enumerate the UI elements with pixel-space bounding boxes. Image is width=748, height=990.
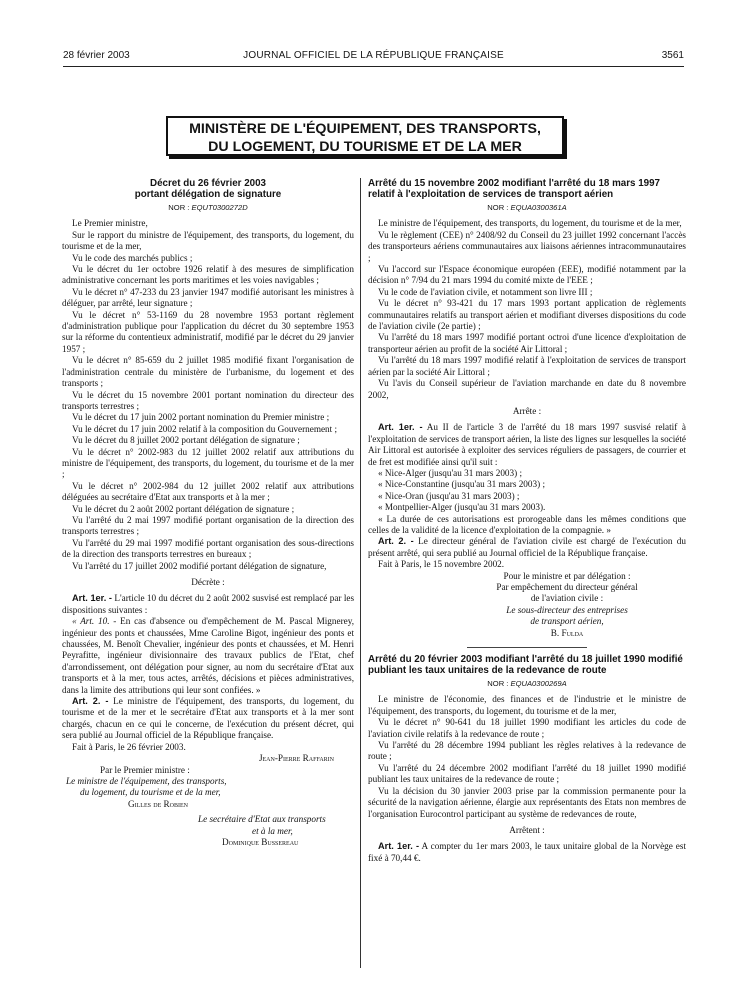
nor-label: NOR : [487,679,509,689]
visa-paragraph: Vu le règlement (CEE) n° 2408/92 du Conseil du 23 juillet 1992 concernant l'accès des transporteurs aériens communautaires aux liaisons aériennes intracommunautaires ; [368,229,686,263]
visa-paragraph: Le ministre de l'équipement, des transports, du logement, du tourisme et de la mer, [378,218,682,229]
decree-visas [62,218,354,572]
sig-line: Par empêchement du directeur général [496,582,638,592]
ministry-line-2: DU LOGEMENT, DU TOURISME ET DE LA MER [208,139,522,155]
visa-paragraph: Vu l'arrêté du 18 mars 1997 modifié portant octroi d'une licence d'exploitation de transporteur aérien au profit de la société Air Littoral ; [368,332,686,354]
visa-paragraph: Vu le code de l'aviation civile, et notamment son livre III ; [378,286,593,297]
visa-paragraph: Vu le décret du 2 août 2002 portant délégation de signature ; [72,503,295,514]
header-rule [63,66,684,67]
minister-role-line-1: Le ministre de l'équipement, des transports, [66,775,227,786]
article-label: Art. 1er. - [378,841,420,852]
route-list [368,468,686,536]
column-divider [360,178,361,968]
visa-paragraph: Vu l'avis du Conseil supérieur de l'aviation marchande en date du 8 novembre 2002, [368,378,686,400]
secretary-signature-block [62,814,354,848]
nor-label: NOR : [487,203,509,212]
secretary-role-line-2: et à la mer, [252,825,293,836]
article-text: Le ministre de l'équipement, des transports, du logement, du tourisme et de la mer et le secrétaire d'Etat aux transports et à la mer sont chargés, chacun en ce qui le concerne, de l'exécution du présent décret, qui sera publié au Journal officiel de la République française. [62,696,355,741]
minister-name: Gilles de Robien [128,798,189,809]
visa-paragraph: Vu le décret du 17 juin 2002 relatif à la composition du Gouvernement ; [72,423,338,434]
visa-paragraph: Vu l'arrêté du 28 décembre 1994 publiant les règles relatives à la redevance de route ; [368,740,686,762]
visa-paragraph: Le ministre de l'économie, des finances et de l'industrie et le ministre de l'équipement, des transports, du logement, du tourisme et de la mer, [368,694,686,716]
visa-paragraph: Vu le décret n° 93-421 du 17 mars 1993 portant application de règlements communautaires relatifs au transport aérien et modifiant diverses dispositions du code de l'aviation civile (2e partie) ; [368,298,686,332]
minister-role-line-2: du logement, du tourisme et de la mer, [80,787,221,798]
article-text: Au II de l'article 3 de l'arrêté du 18 mars 1997 susvisé relatif à l'exploitation de services de transport aérien, la liste des lignes sur lesquelles la société Air Littoral est autorisée à exploiter des services réguliers de passagers, de courrier et de fret est modifiée ainsi qu'il suit : [368,422,687,467]
decree-article-2 [62,696,354,742]
arrete-1-article-1 [368,422,686,468]
route-line: « Montpellier-Alger (jusqu'au 31 mars 2003). [378,502,546,513]
header-journal-title: JOURNAL OFFICIEL DE LA RÉPUBLIQUE FRANÇAISE [243,50,504,61]
visa-paragraph: Vu le décret n° 47-233 du 23 janvier 1947 modifié autorisant les ministres à déléguer, par arrêté, leur signature ; [62,286,354,309]
article-label: Art. 1er. - [378,422,423,433]
route-line: « Nice-Constantine (jusqu'au 31 mars 2003) ; [378,479,545,490]
decrete-heading: Décrète : [191,577,225,587]
visa-paragraph: Vu l'accord sur l'Espace économique européen (EEE), modifié notamment par la décision n° 7/94 du 21 mars 1994 du comité mixte de l'EEE ; [368,264,686,286]
right-column [368,178,686,864]
arrete-1-signature [368,571,686,639]
visa-paragraph: Vu l'arrêté du 24 décembre 2002 modifiant l'arrêté du 18 juillet 1990 modifié publiant les taux unitaires de la redevance de route ; [368,762,686,785]
article-label: Art. 2. - [72,696,109,707]
visa-paragraph: Vu le décret n° 53-1169 du 28 novembre 1953 portant règlement d'administration publique pour l'application du décret du 30 septembre 1953 sur la réforme du contentieux administratif, modifié par le décret du 29 janvier 1957 ; [62,309,354,354]
sig-line: de transport aérien, [530,616,604,627]
arrete-2-article-1 [368,841,686,864]
arretent-heading: Arrêtent : [509,824,545,835]
arrete-1-nor [368,202,686,213]
visa-paragraph: Sur le rapport du ministre de l'équipement, des transports, du logement, du tourisme et de la mer, [62,229,354,252]
visa-paragraph: Vu le décret n° 85-659 du 2 juillet 1985 modifié fixant l'organisation de l'administration centrale du ministère de l'urbanisme, du logement et des transports ; [62,355,354,389]
visa-paragraph: Vu le décret n° 2002-983 du 12 juillet 2002 relatif aux attributions du ministre de l'équipement, des transports, du logement, du tourisme et de la mer ; [62,446,354,480]
header-page-number: 3561 [661,50,684,61]
visa-paragraph: Vu le décret n° 90-641 du 18 juillet 1990 modifiant les articles du code de l'aviation civile relatifs à la redevance de route ; [368,717,686,739]
route-line: « La durée de ces autorisations est prorogeable dans les mêmes conditions que celles de la validité de la licence d'exploitation de la compagnie. » [368,513,686,535]
par-premier-ministre: Par le Premier ministre : [100,764,190,775]
left-column [62,178,354,848]
secretary-role-line-1: Le secrétaire d'Etat aux transports [198,814,326,825]
arrete-2-title: Arrêté du 20 février 2003 modifiant l'arrêté du 18 juillet 1990 modifié publiant les taux unitaires de la redevance de route [368,654,683,677]
decree-title-line-2: portant délégation de signature [134,189,282,200]
visa-paragraph: Vu le décret du 1er octobre 1926 relatif à des mesures de simplification administrative concernant les ports maritimes et les voies navigables ; [62,264,354,286]
arrete-1-article-2 [368,536,686,559]
nor-code: EQUT0300272D [191,203,248,212]
signature-prime-minister: Jean-Pierre Raffarin [258,753,334,764]
nor-code: EQUA0300269A [510,679,567,689]
section-divider [467,647,587,648]
secretary-name: Dominique Bussereau [222,836,299,847]
sig-line: Pour le ministre et par délégation : [503,570,631,581]
visa-paragraph: Vu l'arrêté du 29 mai 1997 modifié portant organisation des sous-directions de la direction des transports terrestres en bureaux ; [62,537,354,560]
arrete-2-visas [368,694,686,819]
ministry-box [166,116,564,156]
visa-paragraph: Vu l'arrêté du 18 mars 1997 modifié relatif à l'exploitation de services de transport aérien par la société Air Littoral ; [368,355,686,377]
visa-paragraph: Vu la décision du 30 janvier 2003 prise par la commission permanente pour la sécurité de la navigation aérienne, élargie aux représentants des Etats non membres de l'organisation Eurocontrol participant au système de redevances de route, [368,785,686,819]
article-text: Le directeur général de l'aviation civile est chargé de l'exécution du présent arrêté, qui sera publié au Journal officiel de la République française. [368,536,686,558]
arrete-1-fait: Fait à Paris, le 15 novembre 2002. [378,559,505,570]
arrete-1-title: Arrêté du 15 novembre 2002 modifiant l'arrêté du 18 mars 1997 relatif à l'exploitation de services de transport aérien [368,178,661,200]
article-label: Art. 1er. - [72,593,112,604]
decree-article-10 [62,616,354,696]
visa-paragraph: Vu l'arrêté du 2 mai 1997 modifié portant organisation de la direction des transports terrestres ; [62,514,354,537]
visa-paragraph: Vu le décret n° 2002-984 du 12 juillet 2002 relatif aux attributions déléguées au secrétaire d'Etat aux transports et à la mer ; [62,480,354,503]
visa-paragraph: Vu le décret du 17 juin 2002 portant nomination du Premier ministre ; [72,412,330,423]
arrete-2-nor [368,678,686,689]
minister-signature-block [62,776,354,810]
decree-title [62,178,354,200]
nor-label: NOR : [168,203,190,212]
article-label: « Art. 10. - [72,616,117,627]
decree-nor [62,202,354,213]
sig-name: B. Fulda [550,627,584,638]
arrete-1-visas [368,218,686,401]
visa-paragraph: Vu le décret du 8 juillet 2002 portant délégation de signature ; [72,435,300,446]
visa-paragraph: Vu le code des marchés publics ; [72,252,193,263]
sig-line: de l'aviation civile : [530,593,604,604]
article-text: En cas d'absence ou d'empêchement de M. Pascal Mignerey, ingénieur des ponts et chaussées, Mme Caroline Bigot, ingénieur des ponts et chaussées, M. Benoît Chevalier, ingénieur des ponts et chaussées, et M. Henri Peyrafitte, ingénieur divisionnaire des travaux publics de l'Etat, chef d'arrondissement, ont délégation pour signer, au nom du secrétaire d'Etat aux transports et à la mer, tous actes, arrêtés, décisions et pièces administratives, dans la limite des attributions qui leur sont confiées. » [62,616,355,695]
sig-line: Le sous-directeur des entreprises [506,604,628,615]
article-text: L'article 10 du décret du 2 août 2002 susvisé est remplacé par les dispositions suivantes : [62,593,355,615]
ministry-line-1: MINISTÈRE DE L'ÉQUIPEMENT, DES TRANSPORTS, [189,121,541,137]
visa-paragraph: Vu l'arrêté du 17 juillet 2002 modifié portant délégation de signature, [72,560,327,571]
running-header [63,50,684,66]
article-label: Art. 2. - [378,536,414,547]
decree-article-1 [62,593,354,616]
arrete-heading: Arrête : [512,405,542,416]
route-line: « Nice-Oran (jusqu'au 31 mars 2003) ; [378,490,520,501]
visa-paragraph: Vu le décret du 15 novembre 2001 portant nomination du directeur des transports terrestres ; [62,389,354,411]
nor-code: EQUA0300361A [510,203,567,212]
visa-paragraph: Le Premier ministre, [72,218,148,229]
route-line: « Nice-Alger (jusqu'au 31 mars 2003) ; [378,467,523,478]
decree-title-line-1: Décret du 26 février 2003 [150,178,266,189]
decree-fait: Fait à Paris, le 26 février 2003. [72,741,186,752]
article-text: A compter du 1er mars 2003, le taux unitaire global de la Norvège est fixé à 70,44 €. [368,841,686,863]
header-date: 28 février 2003 [63,50,130,61]
